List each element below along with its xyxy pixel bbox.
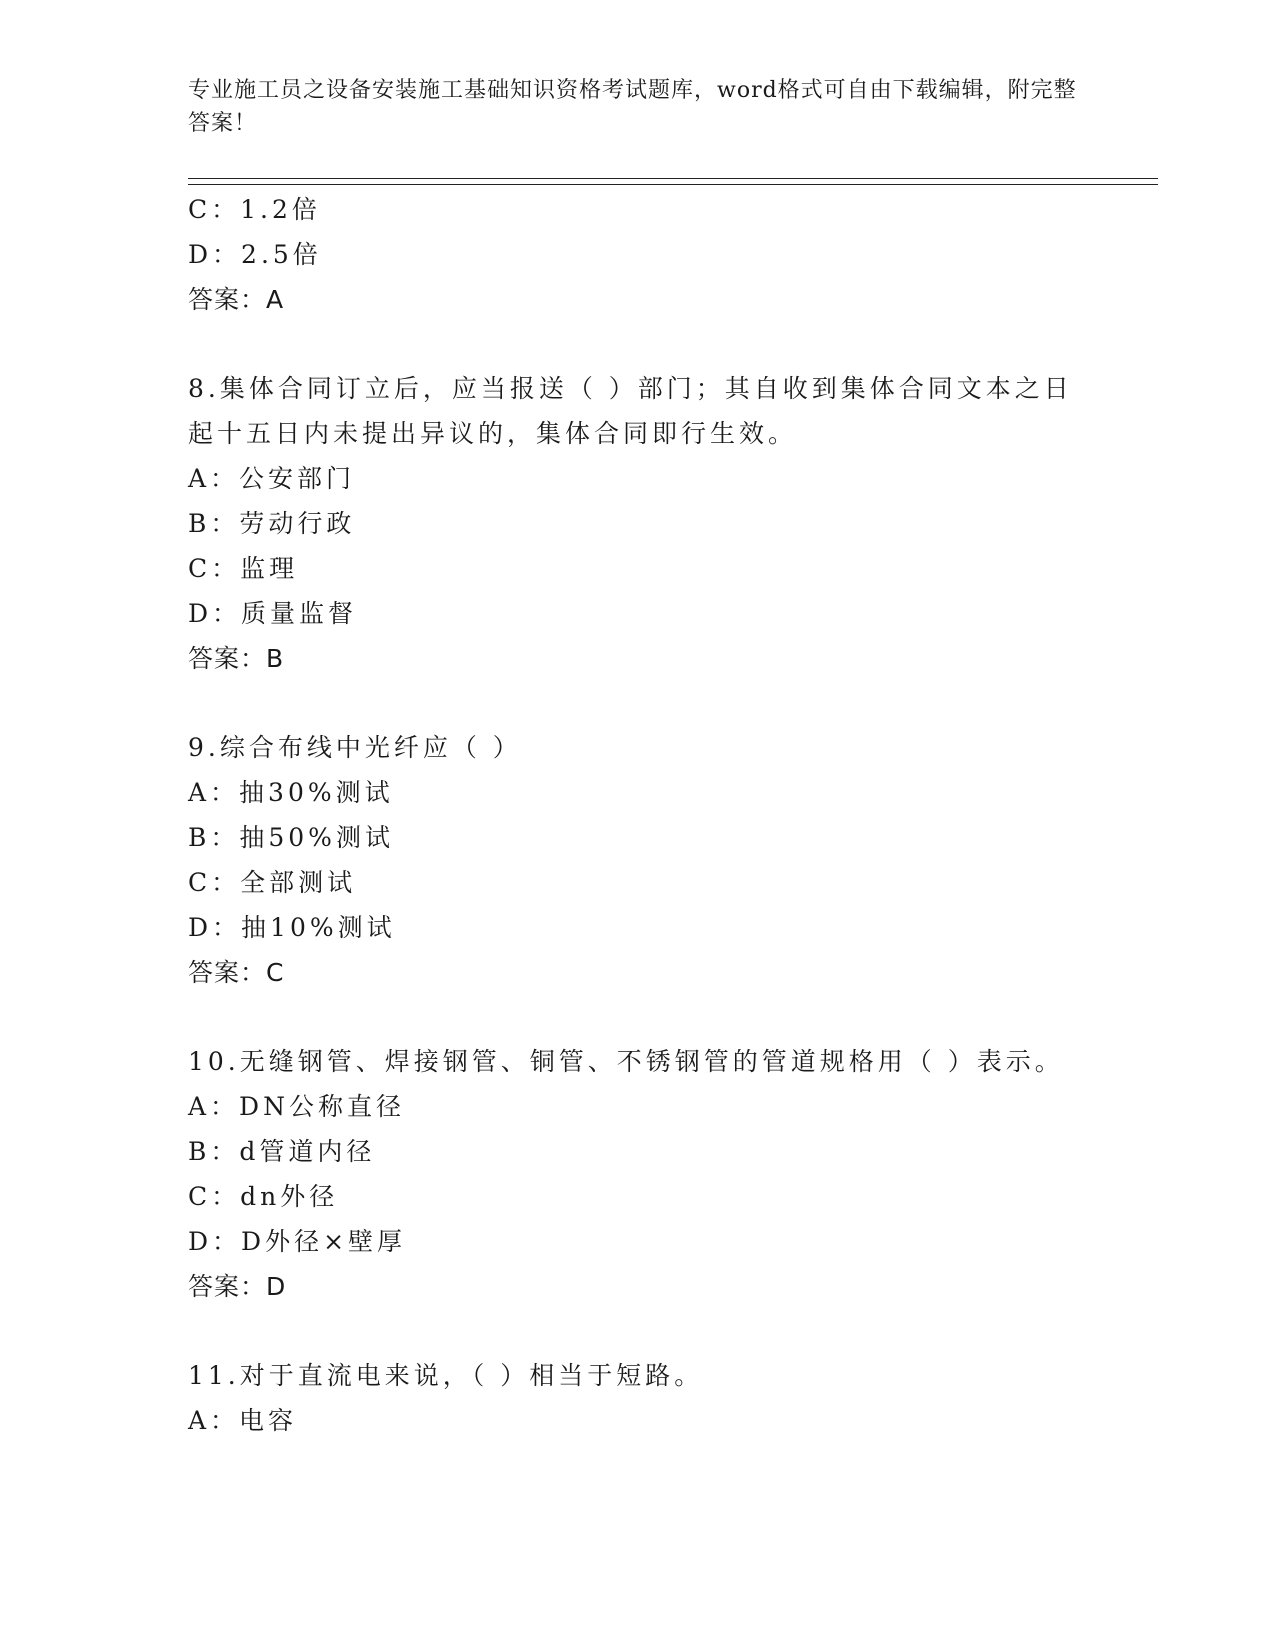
q8-option-d: D：质量监督 (188, 599, 358, 628)
document-header: 专业施工员之设备安装施工基础知识资格考试题库，word格式可自由下载编辑，附完整答案！ (188, 78, 1077, 136)
q9-option-a: A：抽30%测试 (188, 778, 394, 807)
q9-option-c: C：全部测试 (188, 868, 357, 897)
q8-answer: 答案：B (188, 644, 285, 673)
prev-option-c: C：1.2倍 (188, 195, 321, 224)
header-divider-top (188, 178, 1158, 179)
q10-answer: 答案：D (188, 1272, 287, 1301)
prev-answer: 答案：A (188, 285, 285, 314)
q8-option-c: C：监理 (188, 554, 299, 583)
q8-stem-line-1: 8.集体合同订立后，应当报送（ ）部门；其自收到集体合同文本之日 (188, 374, 1073, 403)
q10-option-a: A：DN公称直径 (188, 1092, 405, 1121)
q10-stem-line-1: 10.无缝钢管、焊接钢管、铜管、不锈钢管的管道规格用（ ）表示。 (188, 1047, 1064, 1076)
prev-option-d: D：2.5倍 (188, 240, 322, 269)
header-divider-bottom (188, 184, 1158, 185)
q8-stem-line-2: 起十五日内未提出异议的，集体合同即行生效。 (188, 419, 798, 448)
q8-option-b: B：劳动行政 (188, 509, 356, 538)
q11-stem-line-1: 11.对于直流电来说，（ ）相当于短路。 (188, 1361, 704, 1390)
q10-option-d: D：D外径×壁厚 (188, 1227, 407, 1256)
q9-option-b: B：抽50%测试 (188, 823, 394, 852)
q9-stem-line-1: 9.综合布线中光纤应（ ） (188, 733, 522, 762)
q8-option-a: A：公安部门 (188, 464, 356, 493)
q9-answer: 答案：C (188, 958, 285, 987)
q10-option-b: B：d管道内径 (188, 1137, 376, 1166)
q10-option-c: C：dn外径 (188, 1182, 339, 1211)
q11-option-a: A：电容 (188, 1406, 298, 1435)
q9-option-d: D：抽10%测试 (188, 913, 396, 942)
